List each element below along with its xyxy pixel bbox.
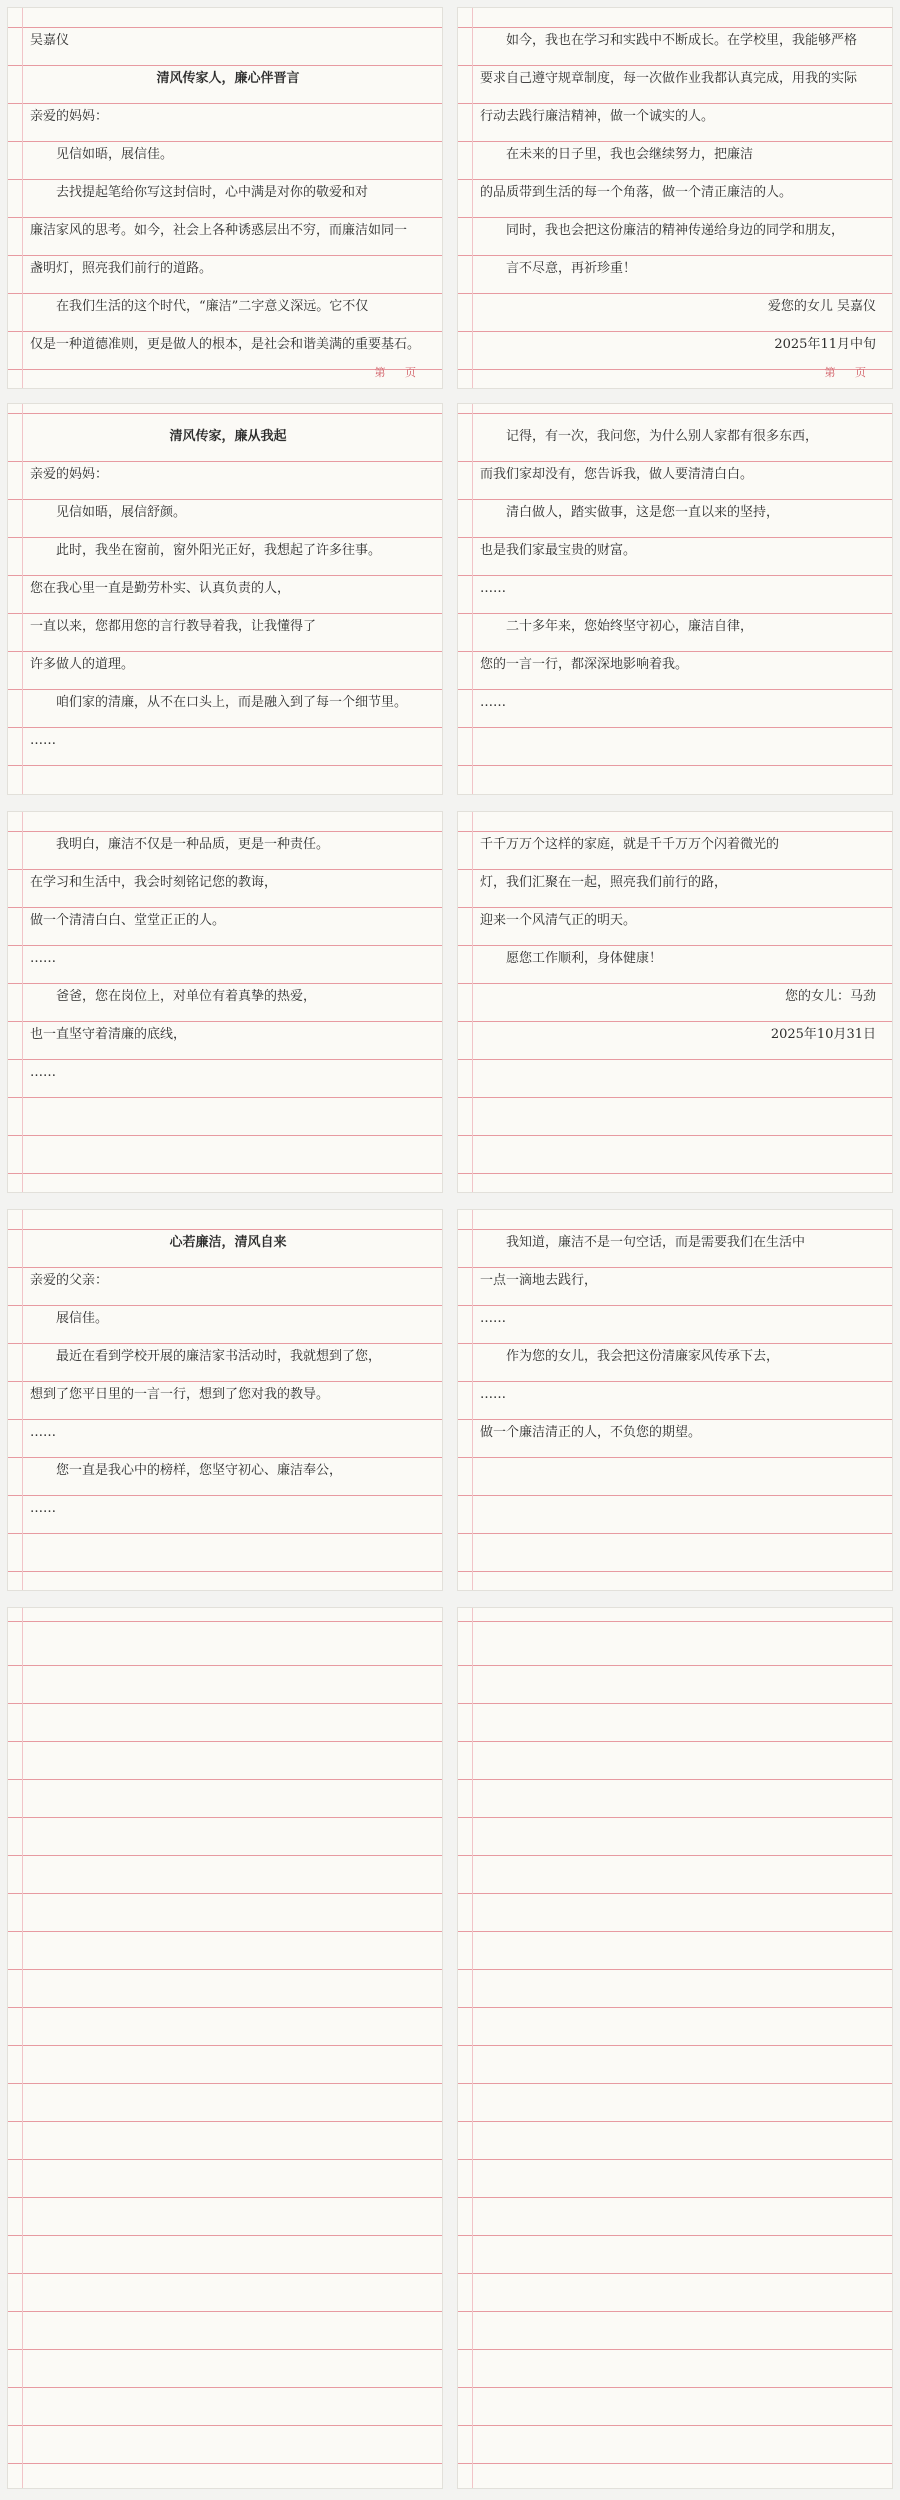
corner-name: 吴嘉仪	[30, 33, 70, 48]
text-line: 千千万万个这样的家庭，就是千千万万个闪着微光的	[480, 837, 780, 852]
text-line: 一点一滴地去践行，	[480, 1273, 598, 1288]
text-line: 在我们生活的这个时代，“廉洁”二字意义深远。它不仅	[56, 299, 369, 314]
page-text	[480, 22, 876, 364]
text-line: ……	[30, 733, 56, 748]
margin-line	[22, 404, 23, 794]
text-line: 您一直是我心中的榜样，您坚守初心、廉洁奉公，	[56, 1463, 343, 1478]
text-line: 廉洁家风的思考。如今，社会上各种诱惑层出不穷，而廉洁如同一	[30, 223, 408, 238]
date: 2025年10月31日	[770, 1027, 876, 1042]
letter-title: 清风传家人，廉心伴晋言	[156, 71, 300, 86]
text-line: 同时，我也会把这份廉洁的精神传递给身边的同学和朋友，	[506, 223, 845, 238]
text-line: 最近在看到学校开展的廉洁家书活动时，我就想到了您，	[56, 1349, 382, 1364]
text-line: 去找提起笔给你写这封信时，心中满是对你的敬爱和对	[56, 185, 369, 200]
letter-page-1	[8, 8, 442, 388]
page-number-mark: 第 页	[374, 366, 424, 379]
text-line: 迎来一个风清气正的明天。	[480, 913, 637, 928]
margin-line	[22, 812, 23, 1192]
text-line: 盏明灯，照亮我们前行的道路。	[30, 261, 213, 276]
margin-line	[472, 1210, 473, 1590]
margin-line	[22, 8, 23, 388]
text-line: 此时，我坐在窗前，窗外阳光正好，我想起了许多往事。	[56, 543, 382, 558]
letter-title: 清风传家，廉从我起	[169, 429, 287, 444]
text-line: 我明白，廉洁不仅是一种品质，更是一种责任。	[56, 837, 330, 852]
text-line: 咱们家的清廉，从不在口头上，而是融入到了每一个细节里。	[56, 695, 408, 710]
text-line: ……	[30, 951, 56, 966]
text-line: ……	[480, 581, 506, 596]
letter-page-2	[458, 8, 892, 388]
text-line: 做一个清清白白、堂堂正正的人。	[30, 913, 226, 928]
text-line: ……	[480, 695, 506, 710]
text-line: 如今，我也在学习和实践中不断成长。在学校里，我能够严格	[506, 33, 858, 48]
margin-line	[22, 1210, 23, 1590]
page-text	[30, 418, 426, 760]
text-line: 清白做人，踏实做事，这是您一直以来的坚持，	[506, 505, 780, 520]
closing: 愿您工作顺利，身体健康！	[506, 951, 663, 966]
text-line: 见信如晤，展信佳。	[56, 147, 174, 162]
page-text	[480, 1224, 876, 1452]
text-line: 做一个廉洁清正的人，不负您的期望。	[480, 1425, 702, 1440]
text-line: 您在我心里一直是勤劳朴实、认真负责的人，	[30, 581, 291, 596]
letter-page-blank-left	[8, 1608, 442, 2488]
text-line: 您的一言一行，都深深地影响着我。	[480, 657, 689, 672]
signature: 您的女儿：马劲	[784, 989, 876, 1004]
letter-page-3	[8, 404, 442, 794]
text-line: 记得，有一次，我问您，为什么别人家都有很多东西，	[506, 429, 819, 444]
salutation: 亲爱的妈妈：	[30, 109, 109, 124]
margin-line	[22, 1608, 23, 2488]
date: 2025年11月中旬	[774, 337, 876, 352]
salutation: 亲爱的妈妈：	[30, 467, 109, 482]
margin-line	[472, 8, 473, 388]
page-text	[30, 826, 426, 1092]
text-line: 想到了您平日里的一言一行，想到了您对我的教导。	[30, 1387, 330, 1402]
letter-page-7	[8, 1210, 442, 1590]
text-line: 一直以来，您都用您的言行教导着我，让我懂得了	[30, 619, 317, 634]
text-line: 也是我们家最宝贵的财富。	[480, 543, 637, 558]
text-line: 灯，我们汇聚在一起，照亮我们前行的路，	[480, 875, 728, 890]
page-text	[30, 1224, 426, 1528]
page-text	[480, 826, 876, 1054]
letter-page-6	[458, 812, 892, 1192]
text-line: 也一直坚守着清廉的底线，	[30, 1027, 187, 1042]
text-line: 要求自己遵守规章制度，每一次做作业我都认真完成，用我的实际	[480, 71, 858, 86]
letter-page-8	[458, 1210, 892, 1590]
text-line: 爸爸，您在岗位上，对单位有着真挚的热爱，	[56, 989, 317, 1004]
text-line: ……	[480, 1387, 506, 1402]
text-line: ……	[30, 1065, 56, 1080]
text-line: 作为您的女儿，我会把这份清廉家风传承下去，	[506, 1349, 780, 1364]
text-line: ……	[480, 1311, 506, 1326]
text-line: 在学习和生活中，我会时刻铭记您的教诲，	[30, 875, 278, 890]
letter-page-blank-right	[458, 1608, 892, 2488]
signature: 爱您的女儿 吴嘉仪	[767, 299, 876, 314]
text-line: 许多做人的道理。	[30, 657, 135, 672]
letter-page-4	[458, 404, 892, 794]
text-line: 行动去践行廉洁精神，做一个诚实的人。	[480, 109, 715, 124]
text-line: 见信如晤，展信舒颜。	[56, 505, 187, 520]
page-text	[480, 418, 876, 722]
text-line: ……	[30, 1501, 56, 1516]
salutation: 亲爱的父亲：	[30, 1273, 109, 1288]
text-line: 而我们家却没有，您告诉我，做人要清清白白。	[480, 467, 754, 482]
letter-title: 心若廉洁，清风自来	[169, 1235, 287, 1250]
margin-line	[472, 1608, 473, 2488]
margin-line	[472, 812, 473, 1192]
text-line: ……	[30, 1425, 56, 1440]
closing: 言不尽意，再祈珍重！	[506, 261, 637, 276]
text-line: 的品质带到生活的每一个角落，做一个清正廉洁的人。	[480, 185, 793, 200]
margin-line	[472, 404, 473, 794]
text-line: 仅是一种道德准则，更是做人的根本，是社会和谐美满的重要基石。	[30, 337, 421, 352]
text-line: 展信佳。	[56, 1311, 109, 1326]
letter-page-5	[8, 812, 442, 1192]
page-number-mark: 第 页	[824, 366, 874, 379]
text-line: 二十多年来，您始终坚守初心，廉洁自律，	[506, 619, 754, 634]
page-text	[30, 22, 426, 364]
text-line: 我知道，廉洁不是一句空话，而是需要我们在生活中	[506, 1235, 806, 1250]
text-line: 在未来的日子里，我也会继续努力，把廉洁	[506, 147, 754, 162]
